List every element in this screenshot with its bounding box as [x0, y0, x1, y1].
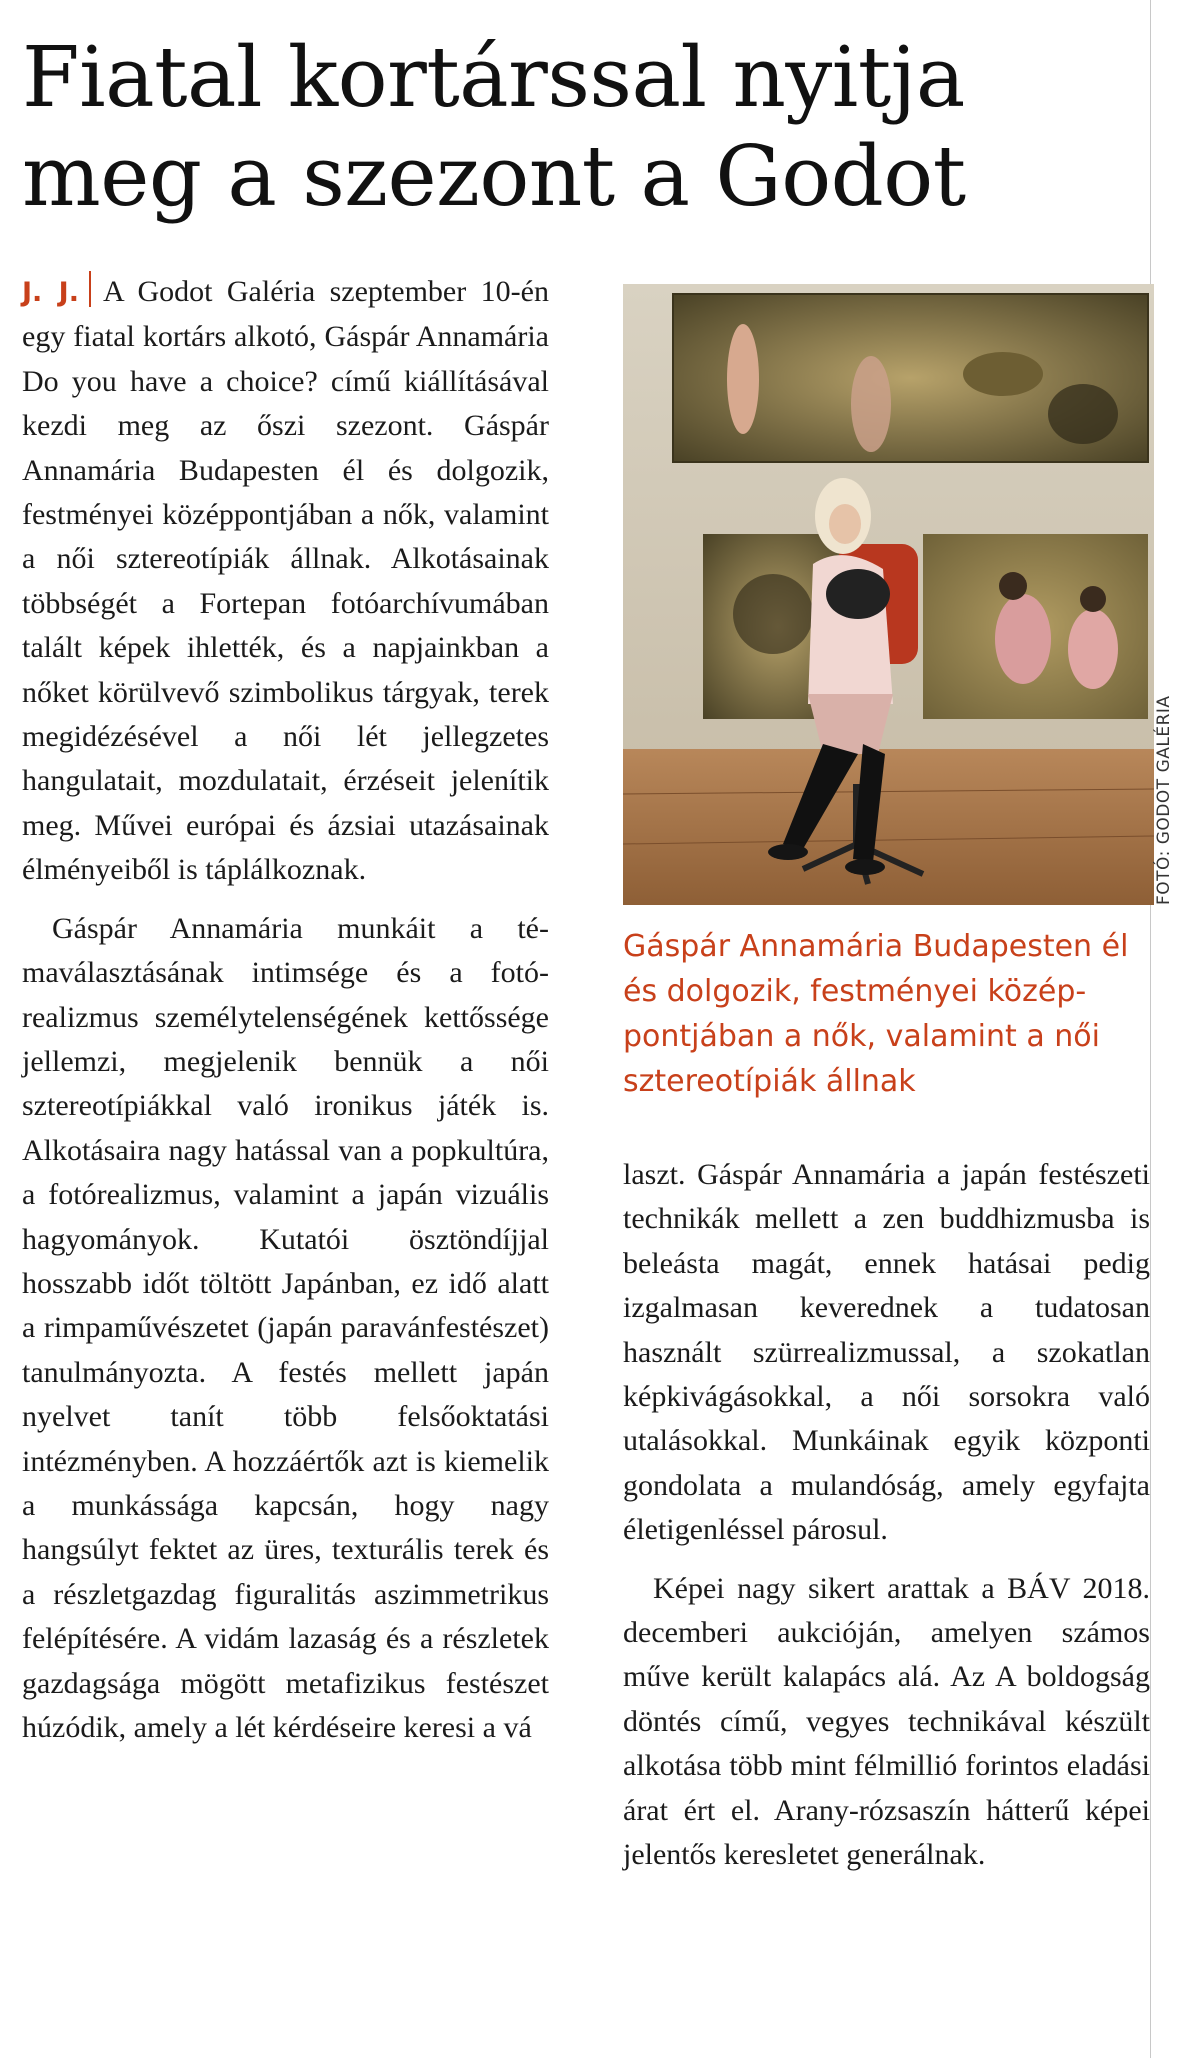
photo-credit: FOTÓ: GODOT GALÉRIA	[1154, 695, 1174, 905]
article-paragraph	[22, 270, 549, 893]
article-paragraph: Képei nagy sikert arattak a BÁV 2018. decemberi aukcióján, amelyen számos műve került kalapács alá. Az A boldogság döntés című, vegyes technikával készült alkotása több mint félmillió forintos eladási árat ért el. Arany-rózsaszín hátterű képei jelentős keresletet generálnak.	[623, 1571, 1150, 1872]
paragraph-text: A Godot Galéria szeptember 10-én egy fiatal kortárs alkotó, Gáspár Annamária Do you have a choice? című kiállításával kezdi meg az őszi szezont. Gáspár Annamária Budapesten él és dolgozik, festményei középpontjában a nők, valamint a női sztereotípiák állnak. Alkotásainak többségét a Fortepan fotóarchívumában talált képek ihlették, és a napjainkban a nőket körülvevő szimbolikus tárgyak, terek megidézésével a női lét jellegzetes hangulatait, mozdulatait, érzéseit jelenítik meg. Művei európai és ázsiai utazásainak élményeiből is táplálkoznak.	[22, 275, 549, 887]
article-column-right	[623, 1153, 1150, 1878]
byline: J. J.	[22, 277, 79, 308]
photo-caption: Gáspár Annamária Budapesten él és dolgozik, festményei középpontjában a nők, valamint a női sztereotípiák állnak	[623, 929, 1129, 1099]
gallery-photo-illustration	[623, 284, 1154, 905]
byline-separator	[89, 271, 91, 307]
article-column-left	[22, 270, 549, 1750]
article-photo	[623, 284, 1154, 905]
headline: Fiatal kortárssal nyitja meg a szezont a Godot	[22, 29, 966, 225]
article-paragraph: Gáspár Annamária munkáit a témaválasztásának intimsége és a fotórealizmus személytelenségének kettőssége jellemzi, megjelenik bennük a női sztereotípiákkal való ironikus játék is. Alkotásaira nagy hatással van a popkultúra, a fotórealizmus, valamint a japán vizuális hagyományok. Kutatói ösztöndíjjal hosszabb időt töltött Japánban, ez idő alatt a rimpaművészetet (japán paravánfestészet) tanulmányozta. A festés mellett japán nyelvet tanít több felsőoktatási intézményben. A hozzáértők azt is kiemelik a munkássága kapcsán, hogy nagy hangsúlyt fektet az üres, texturális terek és a részletgazdag figuralitás aszimmetrikus felépítésére. A vidám lazaság és a részletek gazdagsága mögött metafizikus festészet húzódik, amely a lét kérdéseire keresi a vá	[22, 911, 549, 1744]
article-paragraph: laszt. Gáspár Annamária a japán festészeti technikák mellett a zen buddhizmusba is beleásta magát, ennek hatásai pedig izgalmasan keverednek a tudatosan használt szürrealizmussal, a szokatlan képkivágásokkal, a női sorsokra való utalásokkal. Munkáinak egyik központi gondolata a mulandóság, amely egyfajta életigenléssel párosul.	[623, 1158, 1150, 1547]
